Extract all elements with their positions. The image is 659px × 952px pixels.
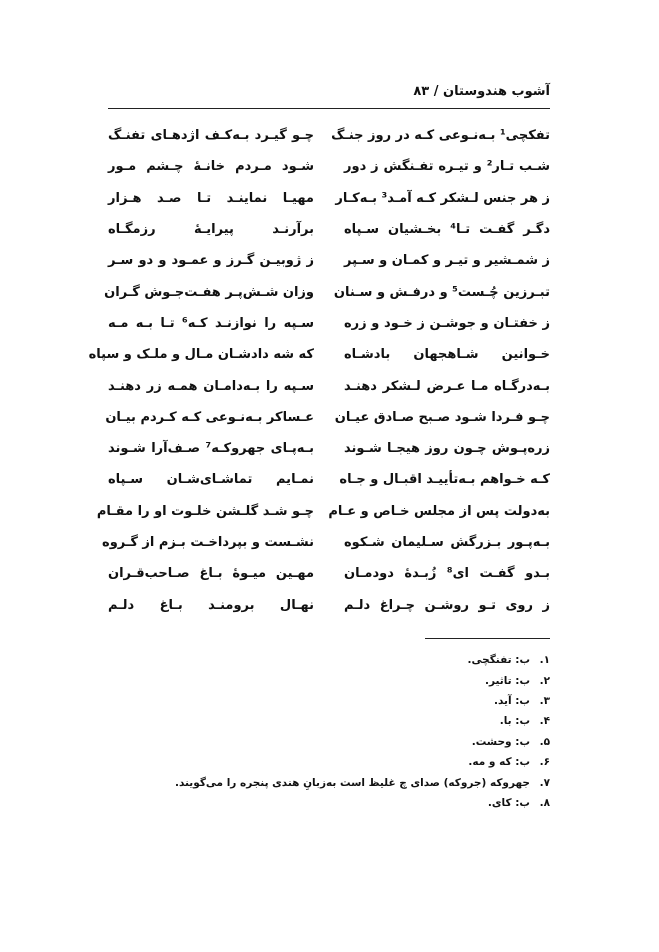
- couplet: [108, 308, 550, 339]
- footnote-number: ۳.: [539, 694, 550, 707]
- footnote: [108, 711, 550, 731]
- couplet: [108, 183, 550, 214]
- hemistich-right: شـب تـار² و تیـره تفـنگش ز دور: [344, 159, 550, 175]
- couplet: [105, 402, 550, 433]
- hemistich-right: بـه‌پـور بـزرگش سـلیمان شـکوه: [344, 535, 550, 550]
- footnote-text: جهروکه (جروکه) صدای چ غلیظ است به‌زبانِ هندی پنجره را می‌گویند.: [174, 776, 530, 789]
- hemistich-left: شـود مـردم خانـۀ چـشم مـور: [108, 159, 314, 175]
- footnote-text: ب: تفنگچی.: [467, 654, 530, 667]
- hemistich-right: بـدو گفـت ای⁸ زُبـدۀ دودمـان: [344, 566, 550, 582]
- hemistich-left: نشـست و بپرداخـت بـزم از گـروه: [102, 535, 314, 550]
- hemistich-right: تبـرزین چُـست⁵ و درفـش و سـنان: [333, 284, 550, 300]
- footnote-text: ب: که و مه.: [468, 756, 530, 769]
- couplet: [108, 589, 550, 620]
- hemistich-left: برآرنـد پیرایـۀ رزمگـاه: [108, 222, 314, 238]
- hemistich-right: به‌دولت پس از مجلس خـاص و عـام: [328, 503, 550, 519]
- running-header-title: آشوب هندوستان: [443, 84, 550, 99]
- hemistich-left: ز ژوبیـن گـرز و عمـود و دو سـر: [108, 253, 314, 269]
- footnote-number: ۵.: [539, 735, 550, 748]
- poem-body: [88, 120, 550, 621]
- footnote-number: ۷.: [539, 776, 550, 789]
- running-header: [108, 84, 550, 106]
- couplet: [108, 120, 550, 151]
- couplet: [104, 276, 550, 307]
- hemistich-right: خـوانین شـاهجهان بادشـاه: [344, 347, 550, 363]
- footnote-text: ب: تاثیر.: [484, 674, 530, 687]
- footnote-number: ۸.: [539, 796, 550, 809]
- footnote-number: ۴.: [539, 715, 550, 728]
- hemistich-right: چـو فـردا شـود صـبح صـادق عیـان: [334, 409, 550, 425]
- hemistich-right: تفکچی¹ بـه‌نـوعی کـه در روز جنـگ: [331, 128, 550, 144]
- footnote: [108, 752, 550, 772]
- couplet: [108, 464, 550, 495]
- footnote-number: ۲.: [539, 674, 550, 687]
- footnote: [108, 670, 550, 690]
- hemistich-right: ز شمـشیر و تیـر و کمـان و سـپر: [343, 253, 550, 269]
- couplet: [108, 370, 550, 401]
- footnote-number: ۶.: [539, 756, 550, 769]
- hemistich-right: ز خفتـان و جوشـن ز خـود و زره: [344, 315, 550, 331]
- hemistich-left: مهیـا نماینـد تـا صـد هـزار: [108, 190, 314, 206]
- hemistich-left: مهـین میـوۀ بـاغ صـاحب‌قـران: [108, 566, 314, 582]
- footnote: [108, 772, 550, 792]
- running-header-separator: /: [433, 84, 439, 99]
- hemistich-right: ز هر جنس لـشکر کـه آمـد³ بـه‌کـار: [335, 190, 550, 206]
- footnote-text: ب: با.: [499, 715, 530, 728]
- couplet: [108, 433, 550, 464]
- hemistich-left: چـو شـد گلـشن خلـوت او را مقـام: [96, 503, 314, 519]
- footnote-text: ب: وحشت.: [471, 735, 530, 748]
- hemistich-left: نمـایم تماشـای‌شـان سـپاه: [108, 472, 314, 488]
- footnote: [108, 650, 550, 670]
- page-number: ۸۳: [413, 84, 430, 99]
- footnote-text: ب: کای.: [487, 796, 530, 809]
- hemistich-left: نهـال برومنـد بـاغ دلـم: [108, 597, 314, 613]
- footnote-divider: [425, 638, 550, 639]
- hemistich-right: زره‌پـوش چـون روز هیجـا شـوند: [344, 441, 550, 457]
- hemistich-left: سـپه را نوازنـد کـه⁶ تـا بـه مـه: [108, 315, 314, 331]
- couplet: [96, 496, 550, 527]
- hemistich-right: کـه خـواهم بـه‌تأییـد اقبـال و جـاه: [339, 472, 550, 488]
- hemistich-left: عـساکر بـه‌نـوعی کـه کـردم بیـان: [105, 409, 314, 425]
- couplet: [88, 339, 550, 370]
- couplet: [108, 214, 550, 245]
- hemistich-left: وزان شـش‌پـر هفـت‌جـوش گـران: [104, 284, 314, 300]
- hemistich-left: چـو گیـرد بـه‌کـف اژدهـای تفنـگ: [108, 128, 314, 144]
- couplet: [102, 527, 550, 558]
- hemistich-right: ز روی تـو روشـن چـراغ دلـم: [344, 597, 550, 613]
- couplet: [108, 245, 550, 276]
- couplet: [108, 151, 550, 182]
- footnote-text: ب: آید.: [493, 694, 530, 707]
- couplet: [108, 558, 550, 589]
- footnote: [108, 732, 550, 752]
- hemistich-left: سـپه را بـه‌دامـان همـه زر دهنـد: [108, 378, 314, 394]
- hemistich-right: بـه‌درگـاه مـا عـرض لـشکر دهنـد: [344, 378, 550, 394]
- footnote: [108, 793, 550, 813]
- footnote-number: ۱.: [539, 654, 550, 667]
- footnotes: [108, 650, 550, 813]
- header-divider: [108, 108, 550, 109]
- footnote: [108, 691, 550, 711]
- hemistich-left: که شه دادشـان مـال و ملـک و سپاه: [88, 347, 314, 363]
- hemistich-right: دگـر گفـت تـا⁴ بخـشیان سـپاه: [344, 222, 550, 238]
- hemistich-left: بـه‌پـای جهروکـه⁷ صـف‌آرا شـوند: [108, 441, 314, 457]
